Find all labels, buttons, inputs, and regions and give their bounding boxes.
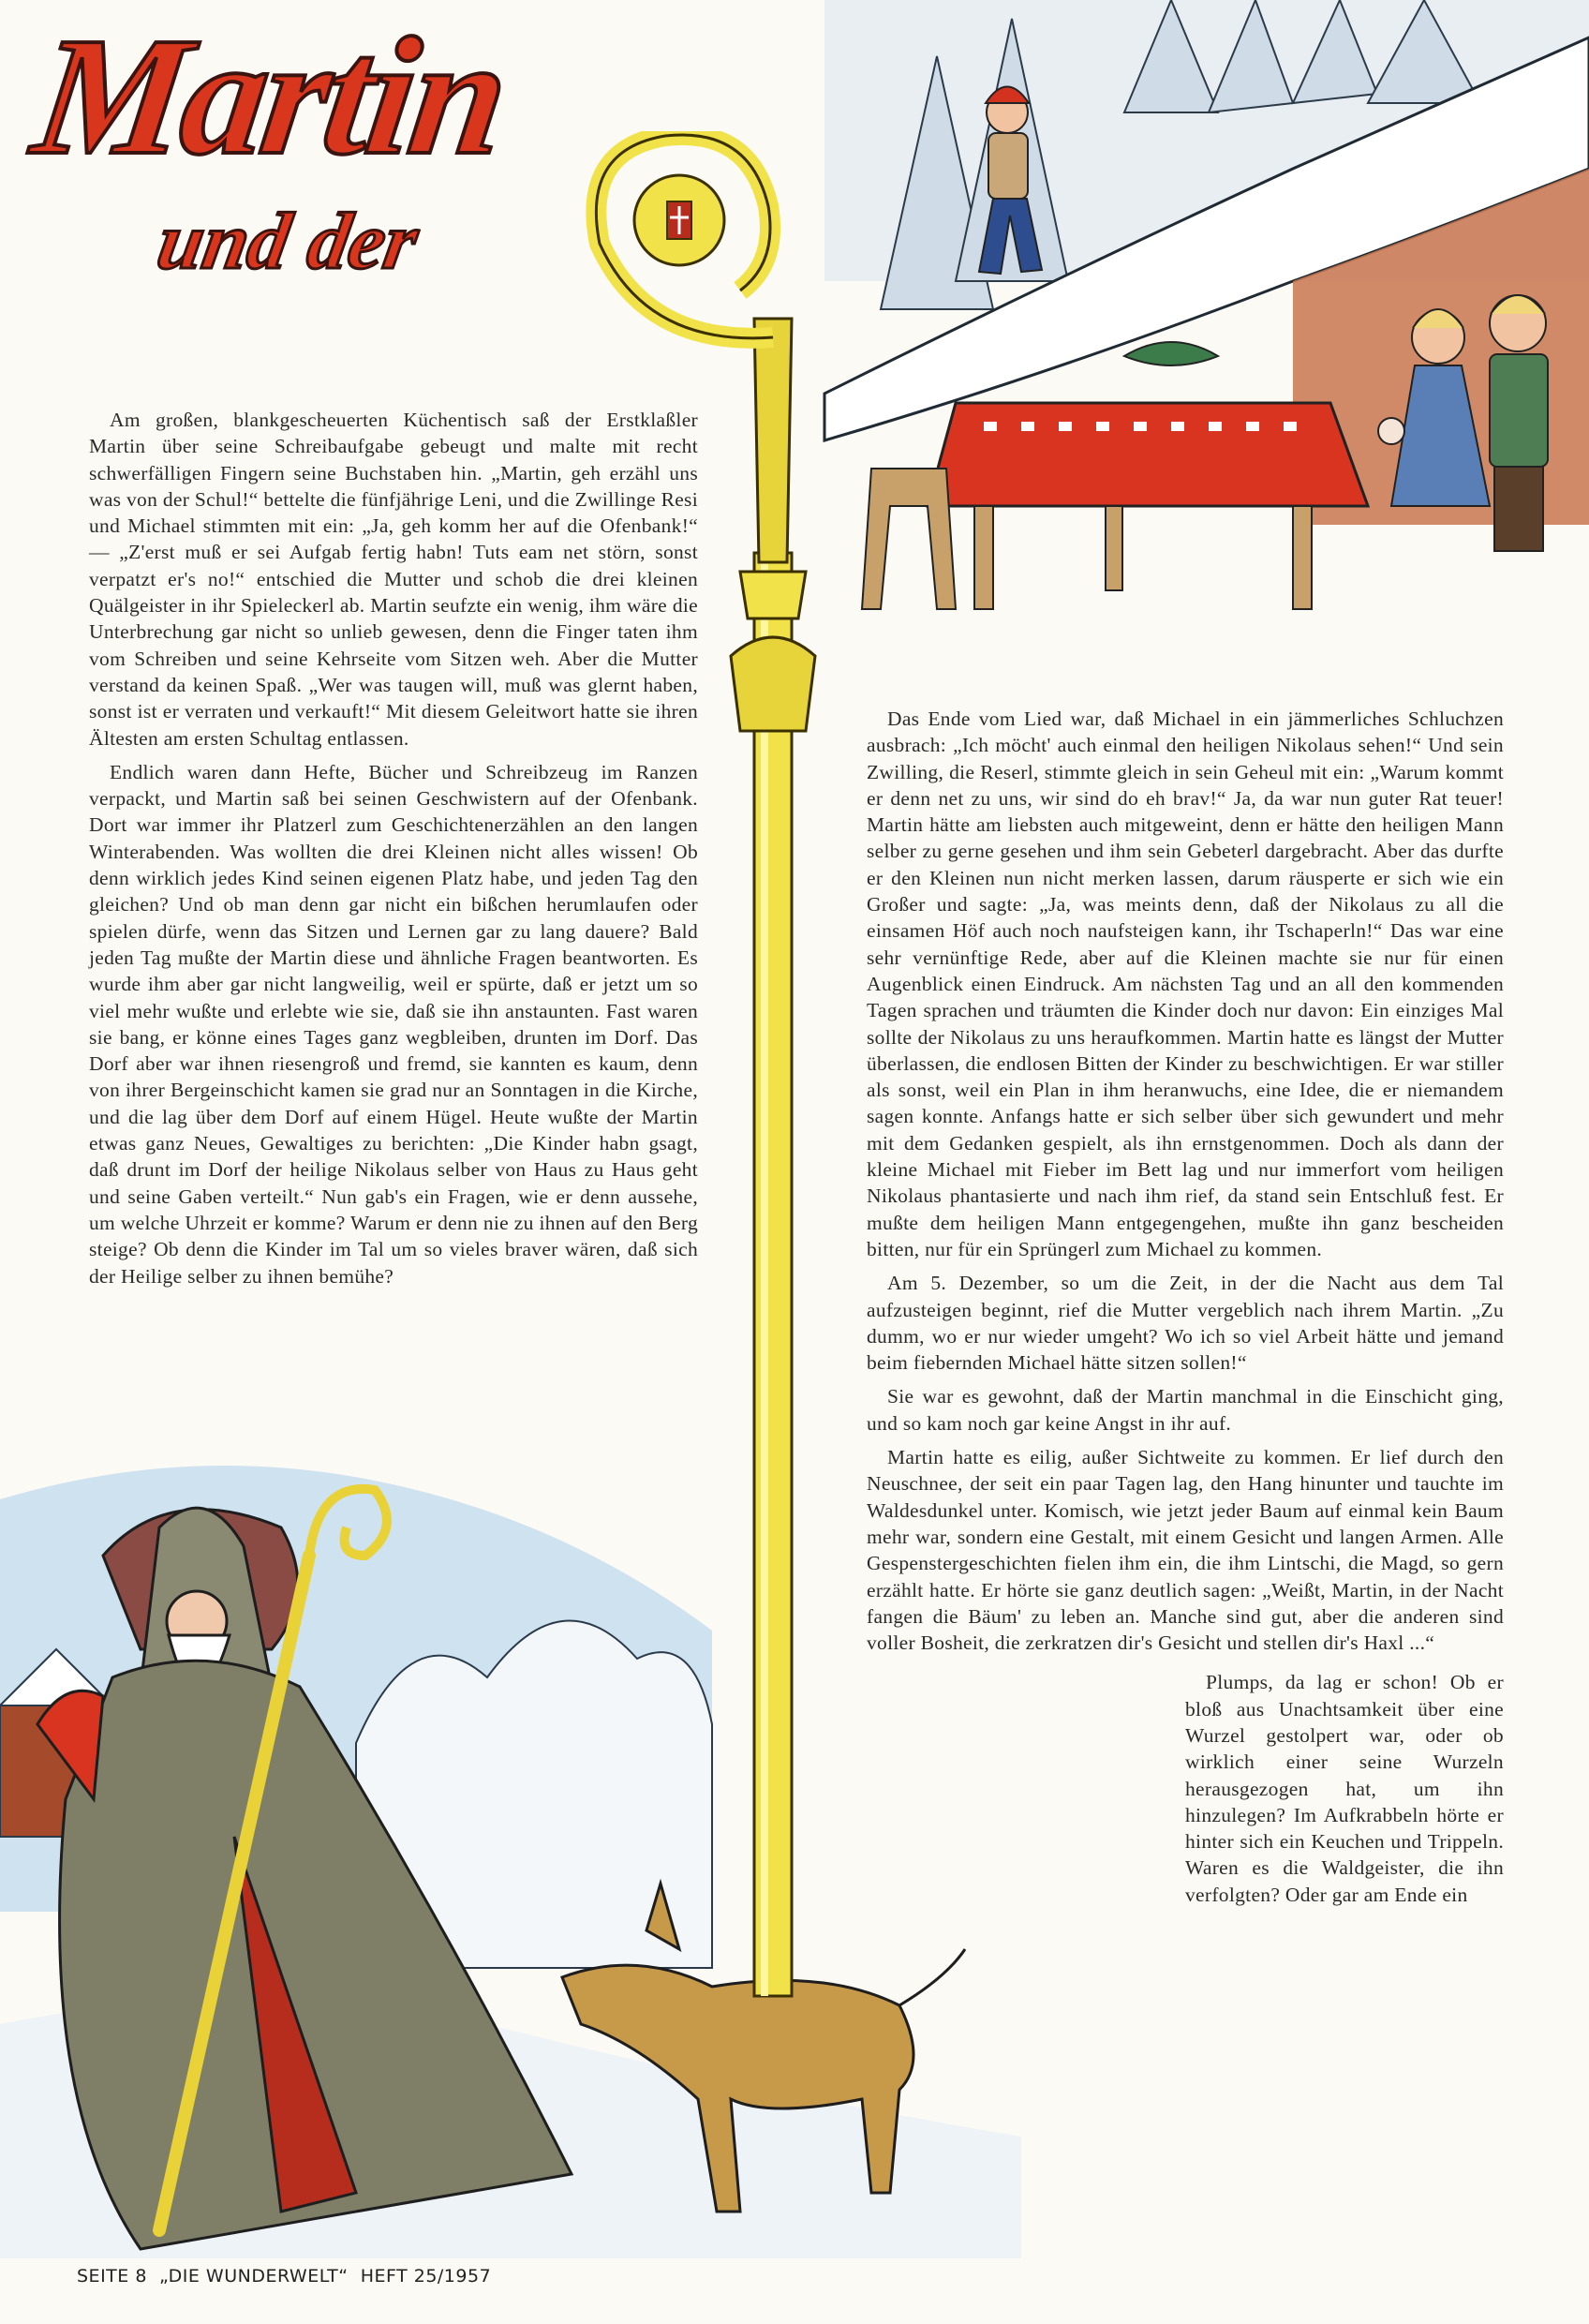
right-text-column [867,706,1504,1915]
paragraph: Endlich waren dann Hefte, Bücher und Schreibzeug im Ranzen verpackt, und Martin saß bei seinen Geschwistern auf der Ofenbank. Dort war immer ihr Platzerl zum Geschichtenerzählen an den langen Winterabenden. Was wollten die drei Kleinen nicht alles wissen! Ob denn wirklich jedes Kind seinen eigenen Platz habe, und jeden Tag den gleichen? Und ob man denn gar nicht ein bißchen herumlaufen oder spielen dürfe, wenn das Sitzen und Lernen gar zu lang dauere? Bald jeden Tag mußte der Martin diese und ähnliche Fragen beantworten. Es wurde ihm aber gar nicht langweilig, weil er spürte, daß er jetzt um so viel mehr wußte und erlebte wie sie, daß sie ihn anstaunten. Fast waren sie bang, er könne eines Tages ganz wegbleiben, drunten im Dorf. Das Dorf aber war ihnen riesengroß und fremd, sie kannten es kaum, denn von ihrer Bergeinschicht kamen sie grad nur an Sonntagen in die Kirche, und die lag über dem Dorf auf einem Hügel. Heute wußte der Martin etwas ganz Neues, Gewaltiges zu berichten: „Die Kinder habn gsagt, daß drunt im Dorf der heilige Nikolaus selber von Haus zu Haus geht und seine Gaben verteilt.“ Nun gab's ein Fragen, wie er denn aussehe, um welche Uhrzeit er komme? Warum er denn nie zu ihnen auf den Berg steige? Ob denn die Kinder im Tal um so vieles braver wären, daß sich der Heilige selber zu ihnen bemühe? [89,760,698,1288]
left-text-column [89,407,698,1297]
story-title: Martin [24,3,516,189]
paragraph: Am großen, blankgescheuerten Küchentisch saß der Erstklaßler Martin über seine Schreibaufgabe gebeugt und malte mit recht schwerfälligen Fingern seine Buchstaben hin. „Martin, geh erzähl uns was von der Schul!“ bettelte die fünfjährige Leni, und die Zwillinge Resi und Michael stimmten mit ein: „Ja, geh komm her auf die Ofenbank!“ — „Z'erst muß er sei Aufgab fertig habn! Tuts eam net störn, sonst verpatzt er's no!“ entschied die Mutter und schob die drei kleinen Quälgeister in ihr Spieleckerl ab. Martin seufzte ein wenig, ihm wäre die Unterbrechung gar nicht so unlieb gewesen, denn die Finger taten ihm vom Schreiben und seine Kehrseite vom Sitzen weh. Aber die Mutter verstand da keinen Spaß. „Wer was taugen will, muß was glernt haben, sonst ist er verraten und verkauft!“ Mit diesem Geleitwort hatte sie ihren Ältesten am ersten Schultag entlassen. [89,409,698,750]
page-footer: SEITE 8 „DIE WUNDERWELT“ HEFT 25/1957 [77,2266,492,2287]
paragraph: Plumps, da lag er schon! Ob er bloß aus Unachtsamkeit über eine Wurzel gestolpert war, oder ob wirklich einer seine Wurzeln herausgezogen hat, um ihn hinzulegen? Im Aufkrabbeln hörte er hinter sich ein Keuchen und Trippeln. Waren es die Waldgeister, die ihn verfolgten? Oder gar am Ende ein [1185,1671,1504,1906]
illustration-children-at-table [768,0,1589,647]
paragraph: Am 5. Dezember, so um die Zeit, in der die Nacht aus dem Tal aufzusteigen beginnt, rief die Mutter vergeblich nach ihrem Martin. „Zu dumm, wo er nur wieder umgeht? Wo ich so viel Arbeit hätte und jemand beim fiebernden Michael hätte sitzen sollen!“ [867,1272,1504,1375]
story-subtitle: und der [151,196,425,286]
narrow-text-column [1185,1669,1504,1908]
paragraph: Das Ende vom Lied war, daß Michael in ein jämmerliches Schluchzen ausbrach: „Ich möcht' auch einmal den heiligen Nikolaus sehen!“ Und sein Zwilling, die Reserl, stimmte gleich in sein Geheul mit ein: „Warum kommt er denn net zu uns, wir sind do eh brav!“ Ja, da war nun guter Rat teuer! Martin hätte am liebsten auch mitgeweint, denn er hätte den heiligen Mann selber zu gerne gesehen und ihm sein Gebeterl dargebracht. Aber das durfte er den Kleinen nun nicht merken lassen, darum räusperte er sich wie ein Großer und sagte: „Ja, was meints denn, daß der Nikolaus zu all die einsamen Höf auch noch naufsteigen kann, ihr Tschaperln!“ Das war eine sehr vernünftige Rede, aber auf die Kleinen machte sie nur für einen Augenblick einen Eindruck. Am nächsten Tag und an all den kommenden Tagen sprachen und träumten die Kinder doch nur davon: Ein einziges Mal sollte der Nikolaus zu uns heraufkommen. Martin hatte es längst der Mutter überlassen, die endlosen Bitten der Kinder zu beschwichtigen. Er war stiller als sonst, weil ein Plan in ihm heranwuchs, eine Idee, die er niemandem sagen konnte. Anfangs hatte er sich selber über sich gewundert und mehr mit dem Gedanken gespielt, als ihn ernstgenommen. Doch als dann der kleine Michael mit Fieber im Bett lag und nur immerfort vom heiligen Nikolaus phantasierte und nach ihm rief, da stand sein Entschluß fest. Er mußte dem heiligen Mann entgegengehen, mußte ihn ganz bescheiden bitten, nur für ein Sprüngerl zum Michael zu kommen. [867,708,1504,1260]
paragraph: Sie war es gewohnt, daß der Martin manchmal in die Einschicht ging, und so kam noch gar keine Angst in ihr auf. [867,1385,1504,1435]
paragraph: Martin hatte es eilig, außer Sichtweite zu kommen. Er lief durch den Neuschnee, der seit ein paar Tagen lag, den Hang hinunter und tauchte im Waldesdunkel unter. Komisch, wie jetzt jeder Baum auf einmal kein Baum mehr war, sondern eine Gestalt, mit einem Gesicht und langen Armen. Alle Gespenstergeschichten fielen ihm ein, die ihm Lintschi, die Magd, so gern erzählt hatte. Er hörte sie ganz deutlich sagen: „Weißt, Martin, in der Nacht fangen die Bäum' zu leben an. Manche sind gut, aber die anderen sind voller Bosheit, die zerkratzen dir's Gesicht und stellen dir's Haxl ...“ [867,1446,1504,1655]
